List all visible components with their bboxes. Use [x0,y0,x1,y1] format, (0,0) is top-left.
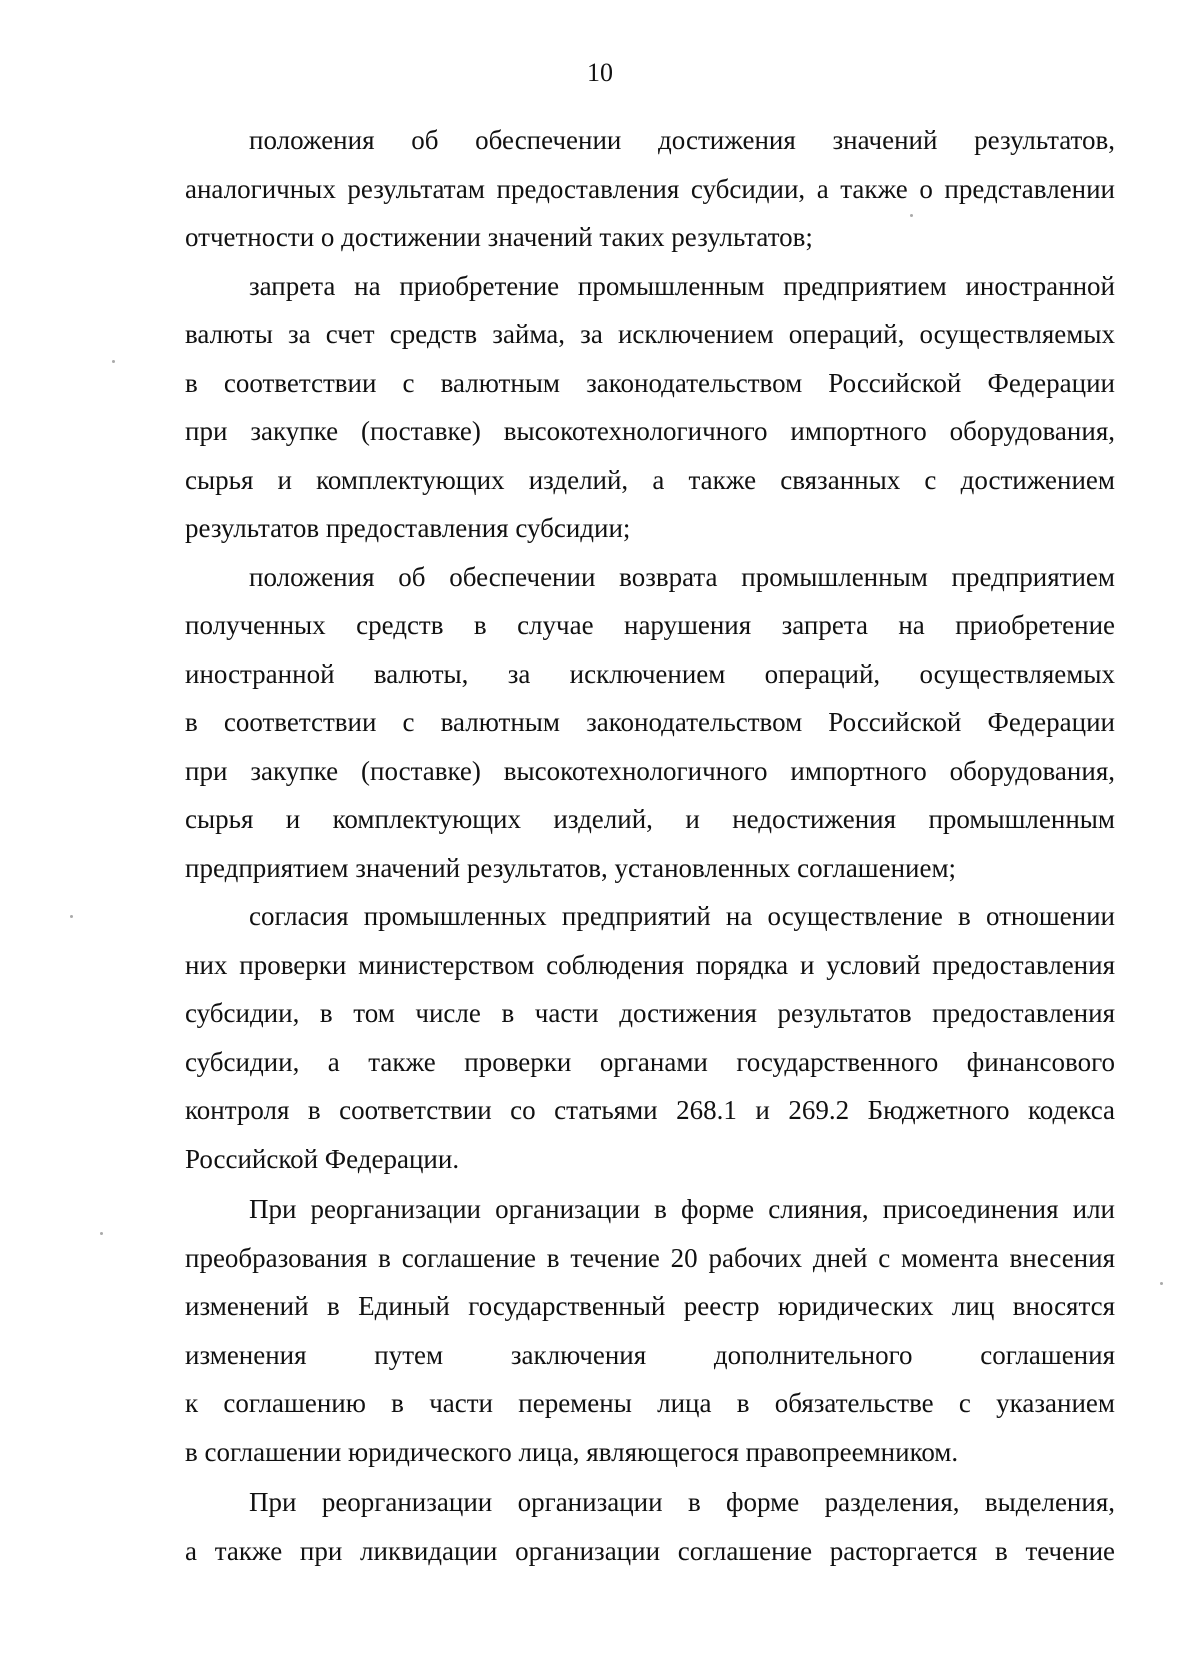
text-line: при закупке (поставке) высокотехнологичного импортного оборудования, [185,755,1115,786]
text-line: к соглашению в части перемены лица в обязательстве с указанием [185,1388,1115,1418]
text-line: преобразования в соглашение в течение 20 рабочих дней с момента внесения [185,1242,1115,1273]
scan-speck [70,915,73,918]
text-line: в соглашении юридического лица, являющегося правопреемником. [185,1436,959,1467]
text-line: При реорганизации организации в форме слияния, присоединения или [249,1194,1115,1224]
scan-speck [1160,1282,1163,1285]
text-line: в соответствии с валютным законодательством Российской Федерации [185,707,1115,737]
text-line: предприятием значений результатов, установленных соглашением; [185,852,957,883]
paragraph [185,116,1115,262]
text-line: положения об обеспечении достижения значений результатов, [249,125,1115,155]
scan-speck [910,214,913,217]
text-line: положения об обеспечении возврата промышленным предприятием [249,561,1115,592]
scan-speck [100,1232,103,1235]
text-line: сырья и комплектующих изделий, а также связанных с достижением [185,464,1115,495]
page-number: 10 [587,58,613,87]
document-body [185,116,1115,1575]
text-line: результатов предоставления субсидии; [185,513,631,543]
text-line: При реорганизации организации в форме разделения, выделения, [249,1487,1115,1517]
scan-speck [112,360,115,363]
text-line: согласия промышленных предприятий на осуществление в отношении [249,901,1115,931]
text-line: в соответствии с валютным законодательством Российской Федерации [185,367,1115,398]
text-line: изменения путем заключения дополнительного соглашения [185,1339,1115,1370]
text-line: субсидии, в том числе в части достижения результатов предоставления [185,998,1115,1028]
text-line: запрета на приобретение промышленным предприятием иностранной [249,270,1115,301]
text-line: них проверки министерством соблюдения порядка и условий предоставления [185,949,1115,980]
text-line: Российской Федерации. [185,1143,460,1174]
paragraph [185,892,1115,1183]
text-line: изменений в Единый государственный реестр юридических лиц вносятся [185,1291,1115,1321]
paragraph [185,1478,1115,1575]
text-line: контроля в соответствии со статьями 268.1 и 269.2 Бюджетного кодекса [185,1095,1115,1125]
paragraph [185,553,1115,893]
text-line: а также при ликвидации организации соглашение расторгается в течение [185,1535,1115,1566]
text-line: субсидии, а также проверки органами государственного финансового [185,1046,1115,1077]
text-line: отчетности о достижении значений таких результатов; [185,222,813,252]
text-line: иностранной валюты, за исключением операций, осуществляемых [185,658,1115,689]
text-line: сырья и комплектующих изделий, и недостижения промышленным [185,804,1115,834]
text-line: валюты за счет средств займа, за исключением операций, осуществляемых [185,319,1115,349]
paragraph [185,1185,1115,1476]
text-line: при закупке (поставке) высокотехнологичного импортного оборудования, [185,416,1115,446]
text-line: полученных средств в случае нарушения запрета на приобретение [185,610,1115,640]
paragraph [185,262,1115,553]
text-line: аналогичных результатам предоставления субсидии, а также о представлении [185,173,1115,204]
